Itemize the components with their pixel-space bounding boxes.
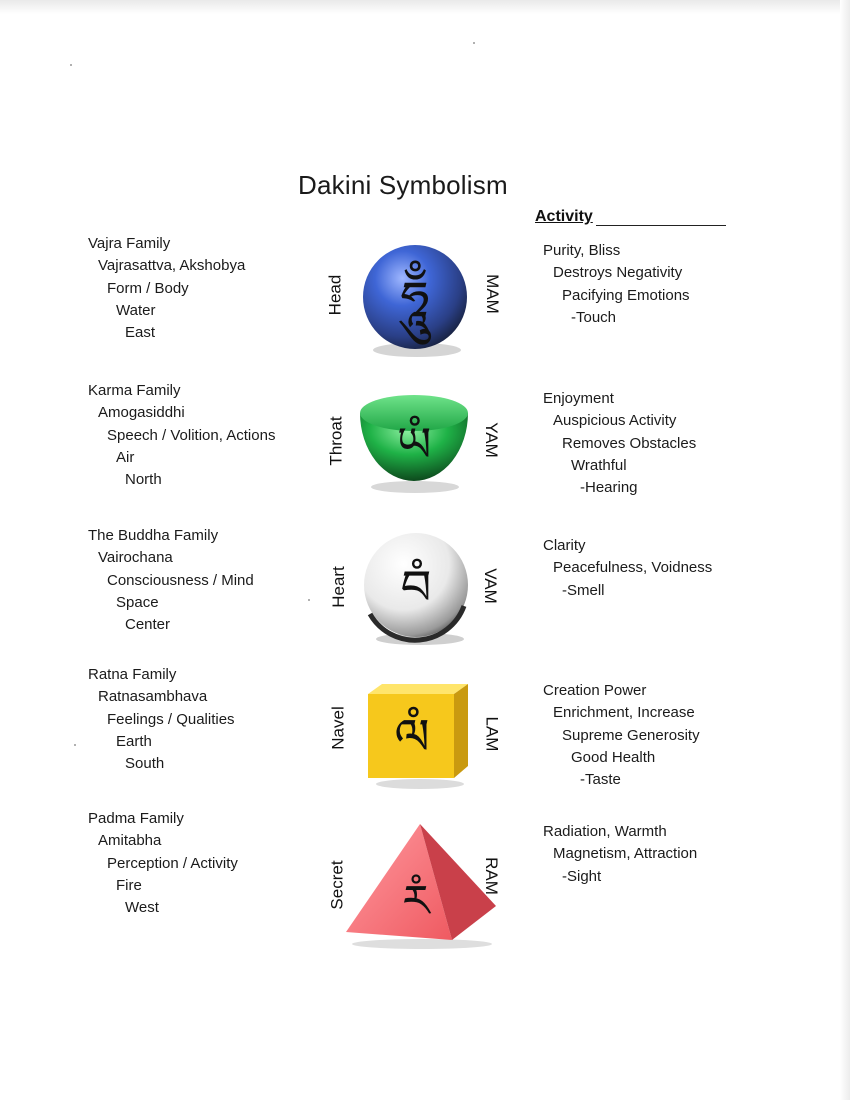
buddha-name: Amogasiddhi bbox=[98, 404, 185, 422]
position-label-heart: Heart bbox=[328, 566, 348, 608]
head-sphere-icon bbox=[355, 240, 475, 360]
aggregate: Feelings / Qualities bbox=[107, 710, 235, 728]
buddha-name: Vairochana bbox=[98, 549, 173, 567]
syllable-glyph: རཾ bbox=[402, 876, 430, 927]
aggregate: Form / Body bbox=[107, 279, 189, 297]
activity-description-padma bbox=[543, 821, 697, 888]
mantra-label-ram: RAM bbox=[481, 857, 501, 895]
activity-mode: Wrathful bbox=[571, 456, 627, 474]
scan-speck bbox=[70, 64, 72, 66]
activity-sense: -Sight bbox=[562, 867, 602, 885]
family-description-padma bbox=[88, 808, 238, 919]
direction: North bbox=[125, 471, 162, 489]
cube-side-face bbox=[454, 684, 468, 778]
shape-shadow bbox=[376, 779, 464, 789]
navel-cube-icon bbox=[360, 680, 475, 790]
family-description-vajra bbox=[88, 233, 245, 344]
element: Space bbox=[116, 593, 159, 611]
page-title: Dakini Symbolism bbox=[298, 170, 508, 200]
activity-action: Peacefulness, Voidness bbox=[553, 559, 713, 577]
activity-action: Auspicious Activity bbox=[553, 412, 677, 430]
buddha-name: Vajrasattva, Akshobya bbox=[98, 257, 246, 275]
position-label-navel: Navel bbox=[328, 706, 348, 750]
heart-sphere-icon bbox=[356, 528, 476, 648]
syllable-glyph: ལཾ bbox=[394, 708, 430, 766]
activity-quality: Purity, Bliss bbox=[543, 242, 621, 259]
direction: South bbox=[125, 755, 165, 773]
position-label-secret: Secret bbox=[327, 860, 347, 910]
aggregate: Speech / Volition, Actions bbox=[107, 426, 276, 444]
scan-speck bbox=[74, 744, 76, 746]
family-name: Karma Family bbox=[88, 382, 181, 399]
activity-underline bbox=[596, 225, 726, 226]
direction: West bbox=[125, 899, 159, 917]
position-label-head: Head bbox=[325, 274, 345, 316]
mantra-label-vam: VAM bbox=[480, 568, 500, 604]
mantra-label-lam: LAM bbox=[482, 716, 502, 752]
family-description-buddha bbox=[88, 525, 254, 636]
cube-top-face bbox=[368, 684, 468, 694]
scan-speck bbox=[308, 599, 310, 601]
buddha-name: Amitabha bbox=[98, 832, 162, 850]
activity-sense: -Hearing bbox=[580, 479, 638, 497]
shape-shadow bbox=[352, 939, 492, 949]
scan-edge-top bbox=[0, 0, 850, 14]
activity-description-karma bbox=[543, 388, 696, 499]
family-description-ratna bbox=[88, 664, 235, 775]
direction: Center bbox=[125, 616, 171, 634]
activity-action: Enrichment, Increase bbox=[553, 704, 695, 722]
syllable-glyph: བཾ bbox=[400, 560, 432, 616]
family-name: Ratna Family bbox=[88, 666, 177, 683]
activity-effect: Removes Obstacles bbox=[562, 434, 697, 452]
buddha-name: Ratnasambhava bbox=[98, 688, 208, 706]
throat-hemisphere-icon bbox=[352, 385, 477, 495]
element: Air bbox=[116, 448, 135, 466]
syllable-glyph: ཧཱུྃ bbox=[400, 271, 430, 331]
shape-shadow bbox=[371, 481, 459, 493]
aggregate: Consciousness / Mind bbox=[107, 571, 254, 589]
activity-sense: -Smell bbox=[562, 581, 605, 599]
position-label-throat: Throat bbox=[326, 416, 346, 466]
secret-pyramid-icon bbox=[342, 820, 502, 950]
activity-description-vajra bbox=[543, 240, 690, 329]
activity-description-buddha bbox=[543, 535, 712, 602]
element: Fire bbox=[116, 876, 142, 894]
mantra-label-yam: YAM bbox=[481, 422, 501, 458]
activity-effect: Supreme Generosity bbox=[562, 726, 700, 744]
direction: East bbox=[125, 324, 156, 342]
aggregate: Perception / Activity bbox=[107, 854, 238, 872]
mantra-label-mam: MAM bbox=[482, 274, 502, 314]
activity-action: Destroys Negativity bbox=[553, 264, 683, 282]
activity-sense: -Taste bbox=[580, 771, 621, 789]
activity-benefit: Good Health bbox=[571, 748, 656, 766]
family-name: Vajra Family bbox=[88, 235, 171, 252]
activity-description-ratna bbox=[543, 680, 700, 791]
activity-heading: Activity bbox=[535, 208, 593, 225]
scan-edge-right bbox=[840, 0, 850, 1100]
activity-quality: Radiation, Warmth bbox=[543, 823, 667, 840]
activity-quality: Clarity bbox=[543, 537, 586, 554]
activity-quality: Creation Power bbox=[543, 682, 647, 699]
family-name: The Buddha Family bbox=[88, 527, 219, 544]
element: Water bbox=[116, 301, 156, 319]
activity-effect: Pacifying Emotions bbox=[562, 286, 690, 304]
syllable-glyph: ཡཾ bbox=[396, 417, 432, 473]
family-name: Padma Family bbox=[88, 810, 184, 827]
element: Earth bbox=[116, 732, 152, 750]
scan-speck bbox=[473, 42, 475, 44]
activity-quality: Enjoyment bbox=[543, 390, 614, 407]
activity-sense: -Touch bbox=[571, 308, 617, 326]
activity-action: Magnetism, Attraction bbox=[553, 845, 698, 863]
family-description-karma bbox=[88, 380, 275, 491]
